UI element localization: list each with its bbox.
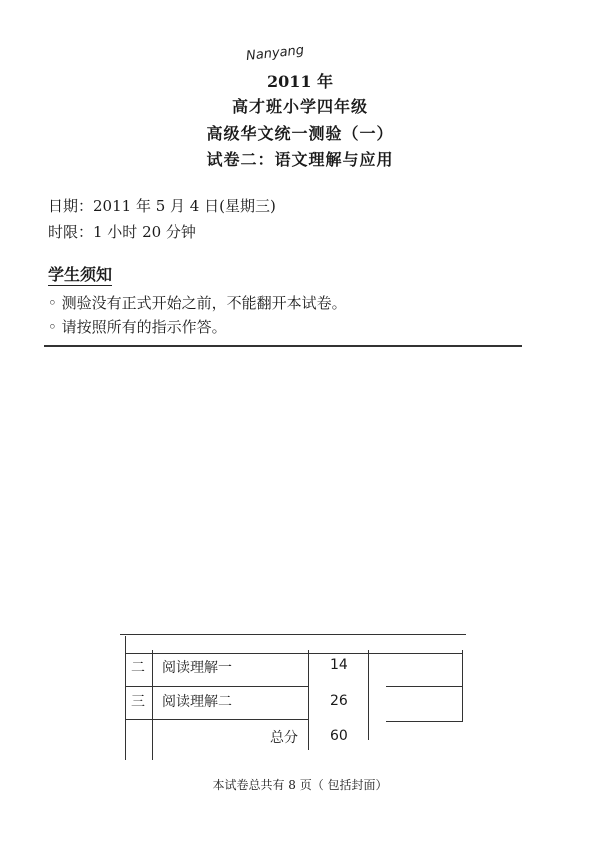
row-number: 三	[131, 694, 145, 710]
exam-class: 高才班小学四年级	[231, 97, 368, 116]
exam-title: 高级华文统一测验（一）	[206, 124, 394, 143]
notice-item-text: 请按照所有的指示作答。	[61, 318, 227, 336]
notice-title: 学生须知	[48, 262, 112, 286]
page-footer: 本试卷总共有 8 页（ 包括封面）	[212, 778, 388, 792]
exam-year: 2011 年	[266, 72, 334, 91]
section-marks: 26	[330, 693, 348, 709]
table-row-border	[386, 721, 463, 722]
table-border-left	[125, 636, 126, 760]
section-name: 阅读理解二	[162, 694, 232, 710]
table-divider	[368, 650, 369, 740]
section-marks: 14	[330, 657, 348, 673]
table-divider	[308, 650, 309, 750]
exam-date: 日期：2011 年 5 月 4 日(星期三)	[48, 197, 276, 215]
table-top-border	[120, 634, 466, 635]
table-row-border	[125, 686, 309, 687]
notice-item-text: 测验没有正式开始之前，不能翻开本试卷。	[61, 294, 347, 312]
bullet-icon: ◦	[48, 318, 57, 336]
paper-title: 试卷二：语文理解与应用	[206, 150, 394, 169]
table-row-border	[125, 653, 463, 654]
table-row-border	[125, 719, 309, 720]
table-row-border	[386, 686, 463, 687]
table-divider	[152, 650, 153, 760]
handwritten-note: Nanyang	[245, 43, 305, 64]
section-name: 阅读理解一	[162, 660, 232, 676]
total-label: 总分	[270, 730, 298, 746]
row-number: 二	[131, 660, 145, 676]
total-marks: 60	[330, 728, 348, 744]
exam-duration: 时限：1 小时 20 分钟	[48, 223, 196, 241]
bullet-icon: ◦	[48, 294, 57, 312]
